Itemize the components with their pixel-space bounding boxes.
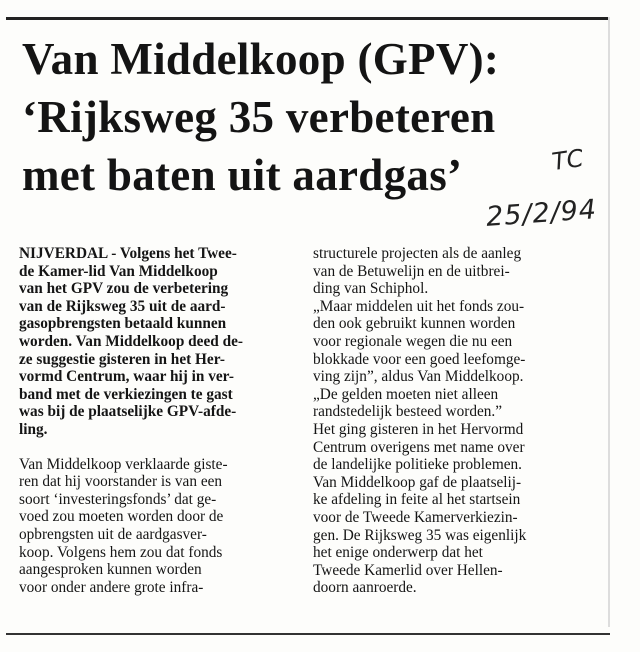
body-line: voor onder andere grote infra- <box>19 578 204 596</box>
body-line: structurele projecten als de aanleg <box>313 245 522 262</box>
headline-line-3: met baten uit aardgas’ <box>22 150 463 200</box>
body-line: ke afdeling in feite al het startsein <box>313 491 521 509</box>
body-line: het enige onderwerp dat het <box>313 544 483 562</box>
body-line: aangesproken kunnen worden <box>19 561 202 579</box>
body-line: den ook gebruikt kunnen worden <box>313 315 516 333</box>
handwritten-date: 25/2/94 <box>485 194 599 233</box>
lead-line: gasopbrengsten betaald kunnen <box>19 315 227 333</box>
body-paragraph-left <box>19 456 307 597</box>
body-line: voed zou moeten worden door de <box>19 508 224 526</box>
lead-line: was bij de plaatselijke GPV-afde- <box>19 403 237 421</box>
top-rule <box>6 17 610 20</box>
body-line: ding van Schiphol. <box>313 280 429 298</box>
body-line: voor regionale wegen die nu een <box>313 332 513 350</box>
body-line: voor de Tweede Kamerverkiezin- <box>313 508 518 526</box>
body-line: Tweede Kamerlid over Hellen- <box>313 561 503 579</box>
body-line: gen. De Rijksweg 35 was eigenlijk <box>313 526 527 544</box>
body-line: opbrengsten uit de aardgasver- <box>19 525 207 543</box>
lead-line: van het GPV zou de verbetering <box>19 280 229 298</box>
lead-line: worden. Van Middelkoop deed de- <box>19 332 243 350</box>
body-line: „De gelden moeten niet alleen <box>313 385 499 403</box>
body-line: randstedelijk besteed worden.” <box>313 403 503 421</box>
body-line: van de Betuwelijn en de uitbrei- <box>313 262 510 280</box>
left-column <box>19 245 307 596</box>
body-line: ren dat hij voorstander is van een <box>19 473 223 491</box>
body-line: Van Middelkoop verklaarde giste- <box>19 455 228 473</box>
lead-line: van de Rijksweg 35 uit de aard- <box>19 297 226 315</box>
headline-line-1: Van Middelkoop (GPV): <box>22 34 500 84</box>
lead-paragraph <box>19 245 307 439</box>
lead-line: de Kamer-lid Van Middelkoop <box>19 262 218 280</box>
bottom-rule <box>6 633 610 635</box>
headline <box>22 30 612 204</box>
body-line: soort ‘investeringsfonds’ dat ge- <box>19 490 217 508</box>
lead-line: vormd Centrum, waar hij in ver- <box>19 368 234 386</box>
right-column <box>313 245 613 597</box>
paragraph-gap <box>19 439 307 456</box>
handwritten-initials: TC <box>550 143 586 177</box>
body-line: blokkade voor een goed leefomge- <box>313 350 526 368</box>
headline-line-2: ‘Rijksweg 35 verbeteren <box>22 92 496 142</box>
body-line: de landelijke politieke problemen. <box>313 456 522 474</box>
lead-line: ze suggestie gisteren in het Her- <box>19 350 226 368</box>
lead-line: ling. <box>19 420 48 438</box>
body-line: „Maar middelen uit het fonds zou- <box>313 297 525 315</box>
body-line: ving zijn”, aldus Van Middelkoop. <box>313 368 524 386</box>
body-line: doorn aanroerde. <box>313 579 417 597</box>
lead-line: NIJVERDAL - Volgens het Twee- <box>19 245 237 262</box>
lead-line: band met de verkiezingen te gast <box>19 385 233 403</box>
body-line: koop. Volgens hem zou dat fonds <box>19 543 223 561</box>
body-line: Centrum overigens met name over <box>313 438 525 456</box>
body-line: Van Middelkoop gaf de plaatselij- <box>313 473 522 491</box>
body-line: Het ging gisteren in het Hervormd <box>313 420 524 438</box>
